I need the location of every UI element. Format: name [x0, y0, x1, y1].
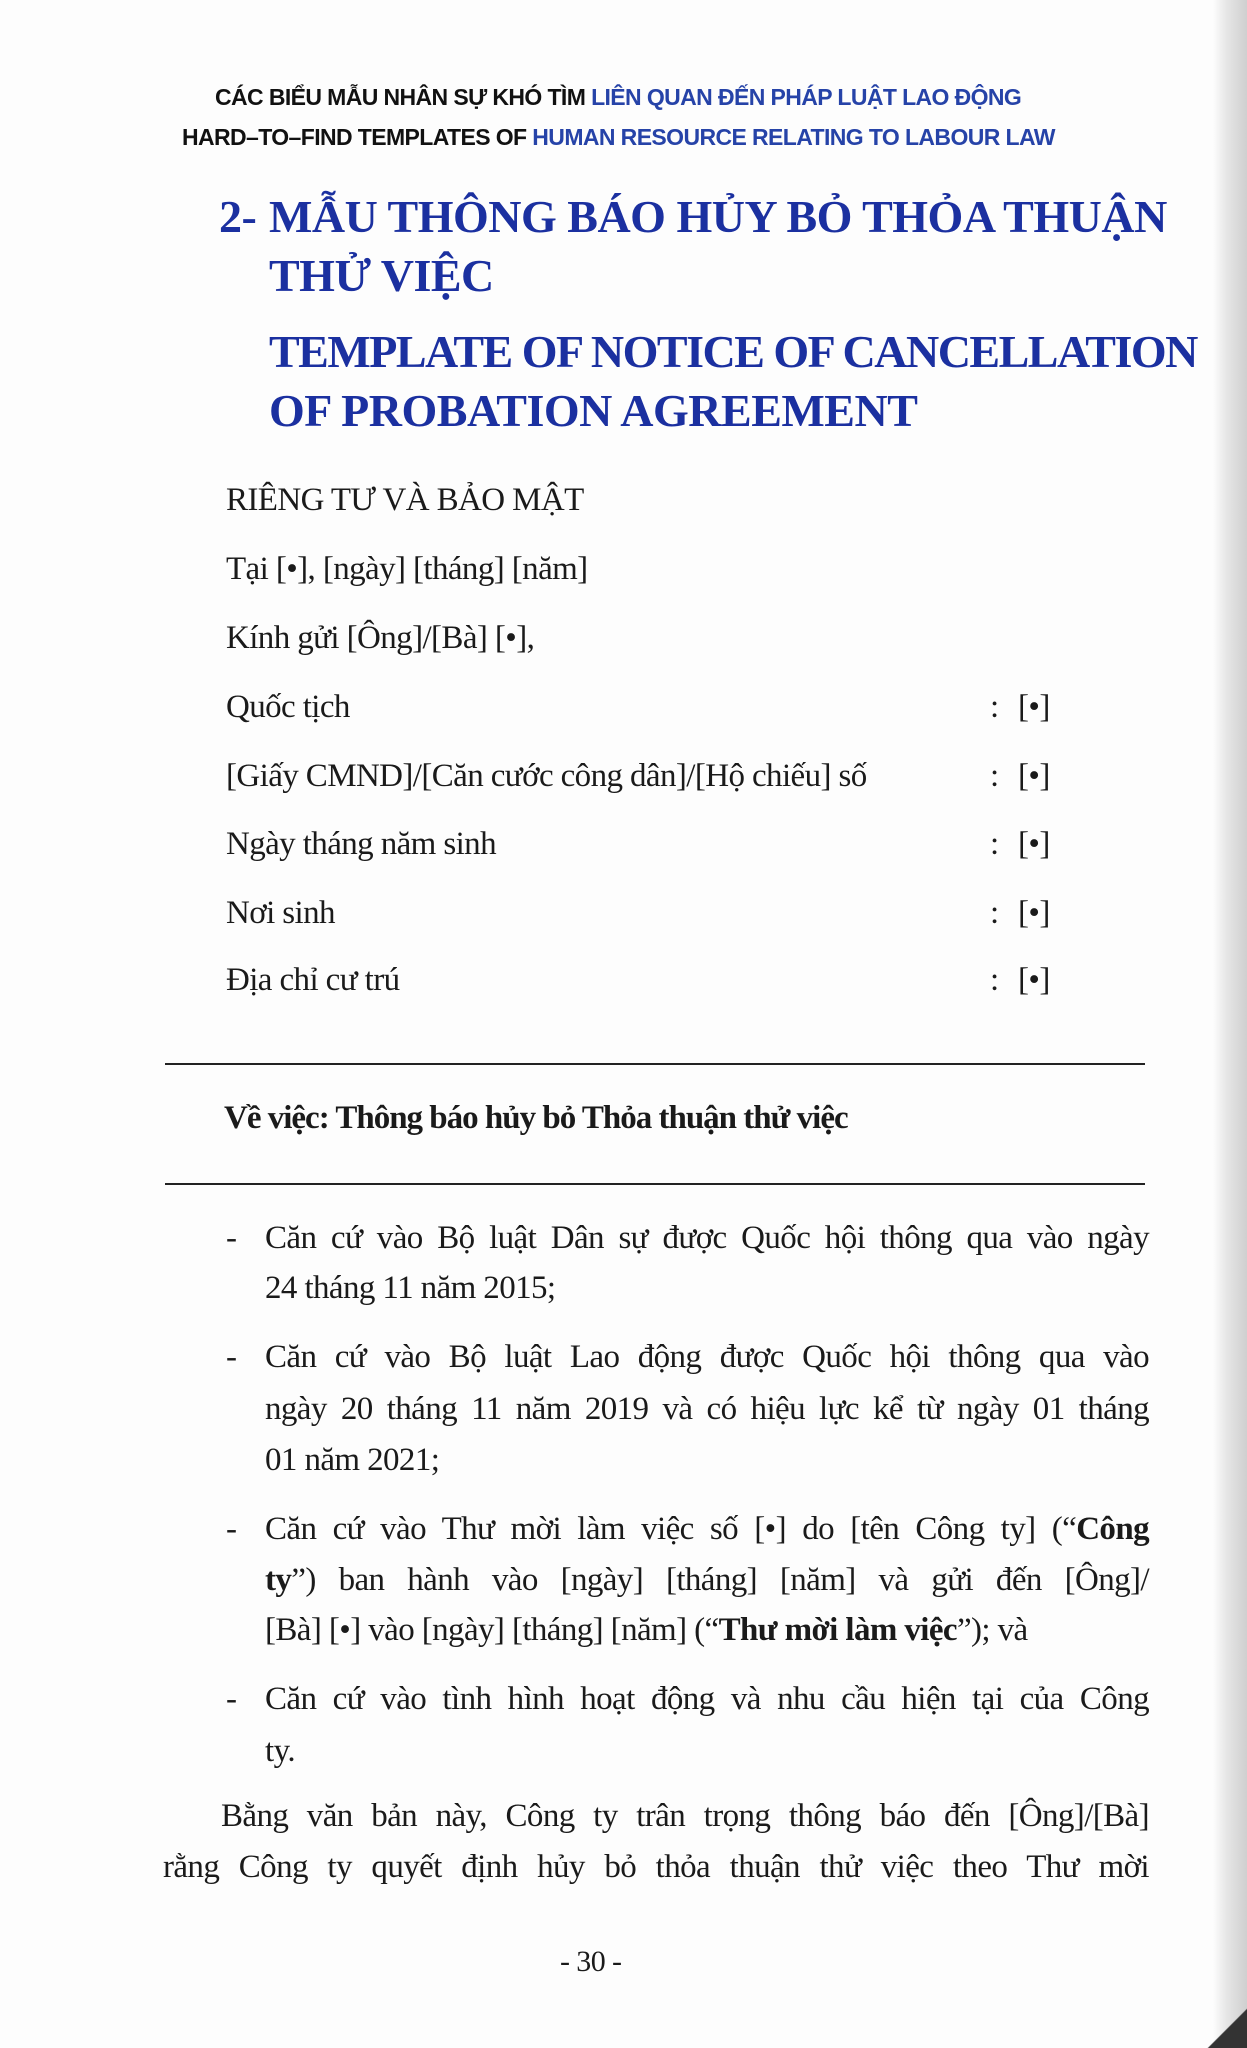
- header-blue-text: HUMAN RESOURCE RELATING TO LABOUR LAW: [532, 124, 1055, 150]
- header-dark-text: HARD–TO–FIND TEMPLATES OF: [182, 124, 533, 150]
- bullet-line: ty.: [265, 1733, 295, 1769]
- page-edge-shadow: [1213, 0, 1247, 2048]
- text: [Bà] [•] vào [ngày] [tháng] [năm] (“: [265, 1612, 719, 1648]
- bullet-dash: -: [226, 1220, 237, 1256]
- bullet-line: [265, 1558, 1149, 1602]
- page-corner: [1207, 2008, 1247, 2048]
- bullet-line: [265, 1507, 1149, 1551]
- field-label: Nơi sinh: [226, 895, 335, 931]
- field-value: [•]: [1018, 962, 1050, 998]
- header-blue-text: LIÊN QUAN ĐẾN PHÁP LUẬT LAO ĐỘNG: [591, 84, 1022, 110]
- field-value: [•]: [1018, 826, 1050, 862]
- bold-text: Công: [1076, 1511, 1149, 1547]
- paragraph-line: Bằng văn bản này, Công ty trân trọng thông báo đến [Ông]/[Bà]: [221, 1798, 1149, 1834]
- title-vi-line1: MẪU THÔNG BÁO HỦY BỎ THỎA THUẬN: [269, 191, 1167, 242]
- text: ”) ban hành vào [ngày] [tháng] [năm] và gửi đến [Ông]/: [291, 1562, 1149, 1598]
- field-label: [Giấy CMND]/[Căn cước công dân]/[Hộ chiếu] số: [226, 758, 867, 794]
- bullet-line: Căn cứ vào Bộ luật Dân sự được Quốc hội thông qua vào ngày: [265, 1220, 1149, 1256]
- section-number: 2-: [219, 191, 257, 242]
- divider-top: [165, 1063, 1145, 1065]
- bullet-line: [265, 1608, 1028, 1652]
- field-colon: :: [990, 962, 999, 998]
- running-header-vi: [215, 84, 1021, 111]
- header-dark-text: CÁC BIỂU MẪU NHÂN SỰ KHÓ TÌM: [215, 84, 592, 110]
- divider-bottom: [165, 1183, 1145, 1185]
- field-colon: :: [990, 895, 999, 931]
- bullet-line: Căn cứ vào Bộ luật Lao động được Quốc hội thông qua vào: [265, 1339, 1149, 1375]
- text: ”); và: [956, 1612, 1028, 1648]
- bullet-line: ngày 20 tháng 11 năm 2019 và có hiệu lực kể từ ngày 01 tháng: [265, 1391, 1149, 1427]
- field-value: [•]: [1018, 895, 1050, 931]
- title-en-line2: OF PROBATION AGREEMENT: [269, 385, 918, 436]
- confidential-label: RIÊNG TƯ VÀ BẢO MẬT: [226, 482, 584, 518]
- text: Căn cứ vào Thư mời làm việc số [•] do [tên Công ty] (“: [265, 1511, 1077, 1547]
- bullet-line: 24 tháng 11 năm 2015;: [265, 1270, 556, 1306]
- title-en-line1: TEMPLATE OF NOTICE OF CANCELLATION: [269, 326, 1197, 377]
- place-date: Tại [•], [ngày] [tháng] [năm]: [226, 551, 588, 587]
- page-number: - 30 -: [560, 1945, 622, 1978]
- field-label: Quốc tịch: [226, 689, 350, 725]
- field-colon: :: [990, 758, 999, 794]
- title-vi-line2: THỬ VIỆC: [269, 250, 494, 301]
- field-label: Địa chỉ cư trú: [226, 962, 400, 998]
- field-label: Ngày tháng năm sinh: [226, 826, 496, 862]
- bold-text: Thư mời làm việc: [718, 1612, 957, 1648]
- field-colon: :: [990, 689, 999, 725]
- field-value: [•]: [1018, 758, 1050, 794]
- running-header-en: [182, 124, 1055, 151]
- field-value: [•]: [1018, 689, 1050, 725]
- subject-line: Về việc: Thông báo hủy bỏ Thỏa thuận thử việc: [224, 1100, 848, 1136]
- bullet-dash: -: [226, 1339, 237, 1375]
- field-colon: :: [990, 826, 999, 862]
- bold-text: ty: [265, 1562, 292, 1598]
- bullet-dash: -: [226, 1511, 237, 1547]
- bullet-line: 01 năm 2021;: [265, 1442, 440, 1478]
- bullet-dash: -: [226, 1681, 237, 1717]
- bullet-line: Căn cứ vào tình hình hoạt động và nhu cầu hiện tại của Công: [265, 1681, 1149, 1717]
- paragraph-line: rằng Công ty quyết định hủy bỏ thỏa thuận thử việc theo Thư mời: [163, 1849, 1149, 1885]
- salutation: Kính gửi [Ông]/[Bà] [•],: [226, 620, 535, 656]
